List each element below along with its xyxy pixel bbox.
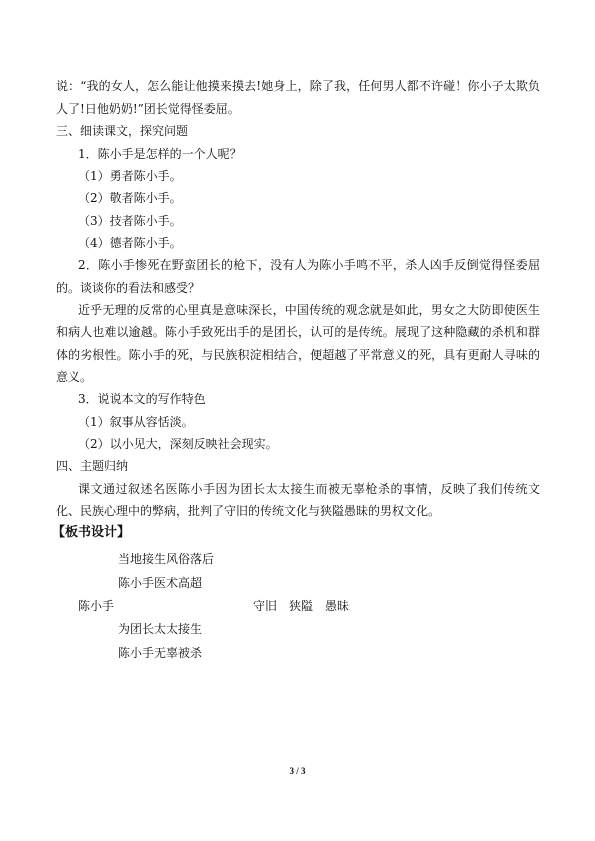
question-1-item-2: （2）敬者陈小手。 xyxy=(78,191,182,205)
question-1-item-1: （1）勇者陈小手。 xyxy=(78,169,182,183)
board-item-3: 为团长太太接生 xyxy=(118,622,203,636)
section-heading-3: 三、细读课文，探究问题 xyxy=(56,124,189,138)
board-center: 陈小手 xyxy=(78,599,115,613)
quote-line-1: 说：“我的女人，怎么能让他摸来摸去!她身上，除了我，任何男人都不许碰！你小子太欺负 xyxy=(56,79,540,93)
answer-line-4: 意义。 xyxy=(56,370,93,384)
question-1-item-4: （4）德者陈小手。 xyxy=(78,236,182,250)
section-heading-4: 四、主题归纳 xyxy=(56,459,129,473)
question-2-line-1: 2．陈小手惨死在野蛮团长的枪下，没有人为陈小手鸣不平，杀人凶手反倒觉得怪委屈 xyxy=(78,258,540,272)
question-1: 1．陈小手是怎样的一个人呢？ xyxy=(78,147,242,161)
summary-line-2: 化、民族心理中的弊病，批判了守旧的传统文化与狭隘愚昧的男权文化。 xyxy=(56,504,441,518)
page-number: 3 / 3 xyxy=(289,766,306,776)
question-3-item-2: （2）以小见大，深刻反映社会现实。 xyxy=(78,437,278,451)
question-3: 3．说说本文的写作特色 xyxy=(78,392,206,406)
board-item-2: 陈小手医术高超 xyxy=(118,576,203,590)
board-right: 守旧 狭隘 愚昧 xyxy=(253,599,350,613)
board-design-title: 【板书设计】 xyxy=(52,525,131,540)
answer-line-2: 和病人也难以逾越。陈小手致死出手的是团长，认可的是传统。展现了这种隐藏的杀机和群 xyxy=(56,325,540,339)
board-item-4: 陈小手无辜被杀 xyxy=(118,646,203,660)
question-3-item-1: （1）叙事从容恬淡。 xyxy=(78,415,194,429)
summary-line-1: 课文通过叙述名医陈小手因为团长太太接生而被无辜枪杀的事情，反映了我们传统文 xyxy=(78,482,540,496)
question-2-line-2: 的。谈谈你的看法和感受？ xyxy=(56,281,201,295)
quote-line-2: 人了!日他奶奶!”团长觉得怪委屈。 xyxy=(56,102,240,116)
answer-line-3: 体的劣根性。陈小手的死，与民族积淀相结合，便超越了平常意义的死，具有更耐人寻味的 xyxy=(56,348,540,362)
question-1-item-3: （3）技者陈小手。 xyxy=(78,214,182,228)
answer-line-1: 近乎无理的反常的心里真是意味深长，中国传统的观念就是如此，男女之大防即使医生 xyxy=(78,303,540,317)
board-item-1: 当地接生风俗落后 xyxy=(118,552,215,566)
